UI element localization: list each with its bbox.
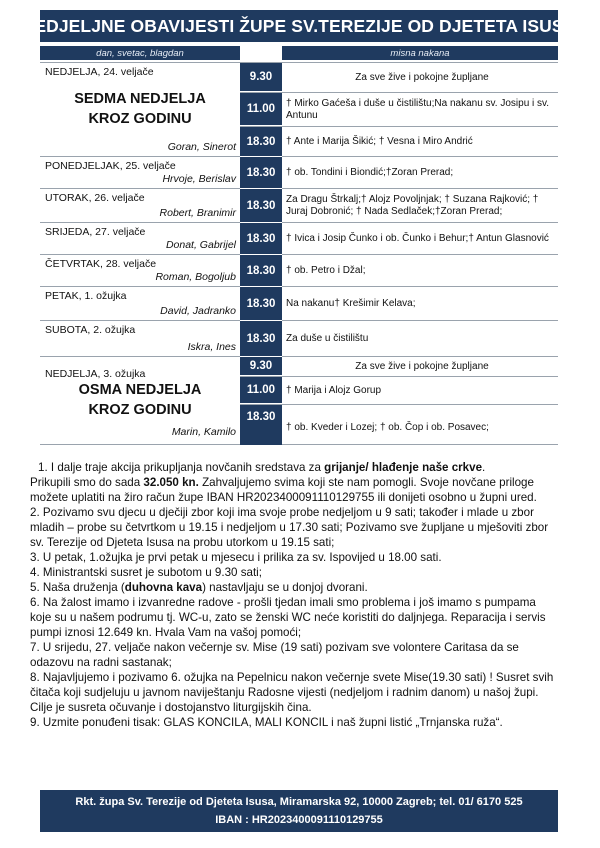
day-name: UTORAK, 26. veljače [45,192,145,204]
announcement-text: 1. I dalje traje akcija prikupljanja novčanih sredstava za [38,461,325,474]
mass-intention: † Ante i Marija Šikić; † Vesna i Miro Andrić [286,136,473,147]
announcement-2: 2. Pozivamo svu djecu u dječiji zbor koji ima svoje probe nedjeljom u 9 sati; također i mlade u zbor mladih – probe su četvrtkom u 19.15 i nedjeljom u 17.30 sati; Pozivamo sve župljane u mješoviti zbor sv. Terezije od Djeteta Isusa na probu utorkom u 19.15 sati; [30,506,549,549]
schedule-day [40,223,558,255]
announcement-bold: 32.050 kn. [143,476,199,489]
mass-row [240,189,558,223]
day-info [40,63,240,156]
mass-time: 18.30 [240,127,282,157]
subheader-intention-label: misna nakana [282,46,558,60]
announcement-text: Zahvaljujemo svima koji ste nam pomogli. Svoje novčane priloge možete uplatiti na žiro račun župe IBAN HR2023400091110129755 ili donijeti osobno u župni ured. [30,476,537,504]
schedule-day [40,287,558,321]
footer [40,790,558,832]
announcement-4: 4. Ministrantski susret je subotom u 9.30 sati; [30,566,262,579]
announcement-bold: grijanje/ hlađenje naše crkve [324,461,483,474]
mass-time: 18.30 [240,255,282,287]
sunday-title: KROZ GODINU [88,111,192,127]
mass-intention: † Ivica i Josip Čunko i ob. Čunko i Behur;† Antun Glasnović [286,233,549,244]
footer-iban: IBAN : HR2023400091110129755 [215,814,383,826]
day-name: ČETVRTAK, 28. veljače [45,258,157,270]
mass-row [240,255,558,287]
day-info [40,321,240,356]
priests: Robert, Branimir [159,207,236,219]
day-name: NEDJELJA, 24. veljače [45,66,154,78]
announcement-text: Prikupili smo do sada [30,476,144,489]
mass-intention: Na nakanu† Krešimir Kelava; [286,298,416,309]
announcements [30,460,560,730]
mass-intention: † ob. Tondini i Biondić;†Zoran Prerad; [286,167,454,178]
mass-time: 18.30 [240,321,282,357]
priests: Marin, Kamilo [171,426,236,438]
day-info [40,357,240,446]
mass-row [240,321,558,357]
sunday-title: KROZ GODINU [88,402,192,418]
day-name: PONEDJELJAK, 25. veljače [45,160,176,172]
schedule-subheader [40,46,558,60]
day-info [40,255,240,286]
mass-schedule [40,62,558,445]
priests: Iskra, Ines [187,341,236,353]
mass-row [240,287,558,321]
mass-row [240,223,558,255]
priests: Goran, Sinerot [167,141,236,153]
schedule-day [40,63,558,157]
announcement-7: 7. U srijedu, 27. veljače nakon večernje sv. Mise (19 sati) pozivam sve volontere Caritasa da se odazovu na radni sastanak; [30,641,519,669]
subheader-day-label: dan, svetac, blagdan [40,46,240,60]
priests: Roman, Bogoljub [155,271,236,283]
announcement-bold: duhovna kava [124,581,203,594]
sunday-title: SEDMA NEDJELJA [74,91,206,107]
footer-address: Rkt. župa Sv. Terezije od Djeteta Isusa, Miramarska 92, 10000 Zagreb; tel. 01/ 6170 525 [75,796,523,808]
mass-intention: Za Dragu Štrkalj;† Alojz Povoljnjak; † Suzana Rajković; † Juraj Dobronić; † Nada Sedlaček;†Zoran Prerad; [286,194,539,217]
day-info [40,223,240,254]
mass-time: 9.30 [240,357,282,376]
announcement-text: . [482,461,486,474]
announcement-6: 6. Na žalost imamo i izvanredne radove - prošli tjedan imali smo problema i još imamo s pumpama koje su u našem podrumu tj. WC-u, zato se ženski WC neće koristiti do daljnjega. Reparacija i servis pumpi iznosi 12.649 kn. Hvala Vam na vašoj pomoći; [30,596,546,639]
announcement-text: ) nastavljaju se u donjoj dvorani. [202,581,368,594]
day-name: SRIJEDA, 27. veljače [45,226,146,238]
announcement-1 [30,460,560,475]
priests: David, Jadranko [160,305,236,317]
day-name: SUBOTA, 2. ožujka [45,324,136,336]
day-info [40,157,240,188]
announcement-8: 8. Najavljujemo i pozivamo 6. ožujka na Pepelnicu nakon večernje svete Mise(19.30 sati) ! Susret svih čitača koji sudjeluju u javnom naviještanju Radosne vijesti (nedjeljom i radnim danom) u našoj župi. Cilje je susreta očuvanje i dostojanstvo liturgijskih čina. [30,671,554,714]
mass-intention: Za sve žive i pokojne župljane [355,360,489,372]
day-name: PETAK, 1. ožujka [45,290,127,302]
mass-time: 18.30 [240,405,282,446]
announcement-9: 9. Uzmite ponuđeni tisak: GLAS KONCILA, MALI KONCIL i naš župni listić „Trnjanska ruža“. [30,716,503,729]
page-title: NEDJELJNE OBAVIJESTI ŽUPE SV.TEREZIJE OD DJETETA ISUSA [40,10,558,42]
mass-row [240,63,558,93]
mass-intention: Za sve žive i pokojne župljane [355,71,489,83]
mass-row [240,357,558,377]
schedule-day [40,189,558,223]
mass-row [240,377,558,405]
mass-row [240,127,558,157]
announcement-text: 5. Naša druženja ( [30,581,125,594]
mass-row [240,157,558,189]
priests: Donat, Gabrijel [165,239,236,251]
day-info [40,189,240,222]
mass-time: 18.30 [240,189,282,223]
day-name: NEDJELJA, 3. ožujka [45,368,146,380]
mass-intention: † ob. Petro i Džal; [286,265,366,276]
schedule-day [40,157,558,189]
mass-time: 18.30 [240,287,282,321]
mass-row [240,93,558,127]
mass-time: 11.00 [240,93,282,126]
mass-time: 18.30 [240,223,282,255]
subheader-gap [240,46,282,60]
priests: Hrvoje, Berislav [162,173,236,185]
mass-intention: † ob. Kveder i Lozej; † ob. Čop i ob. Posavec; [286,422,489,433]
announcement-3: 3. U petak, 1.ožujka je prvi petak u mjesecu i prilika za sv. Ispovijed u 18.00 sati. [30,551,442,564]
sunday-title: OSMA NEDJELJA [78,382,202,398]
mass-intention: † Mirko Gaćeša i duše u čistilištu;Na nakanu sv. Josipu i sv. Antunu [286,97,550,121]
announcement-1-cont [30,475,560,505]
mass-time: 18.30 [240,157,282,189]
day-info [40,287,240,320]
mass-intention: † Marija i Alojz Gorup [286,384,382,396]
announcement-5 [30,580,560,595]
mass-time: 11.00 [240,377,282,404]
mass-time: 9.30 [240,63,282,92]
schedule-day [40,357,558,446]
mass-intention: Za duše u čistilištu [286,333,369,344]
schedule-day [40,321,558,357]
mass-row [240,405,558,446]
schedule-day [40,255,558,287]
